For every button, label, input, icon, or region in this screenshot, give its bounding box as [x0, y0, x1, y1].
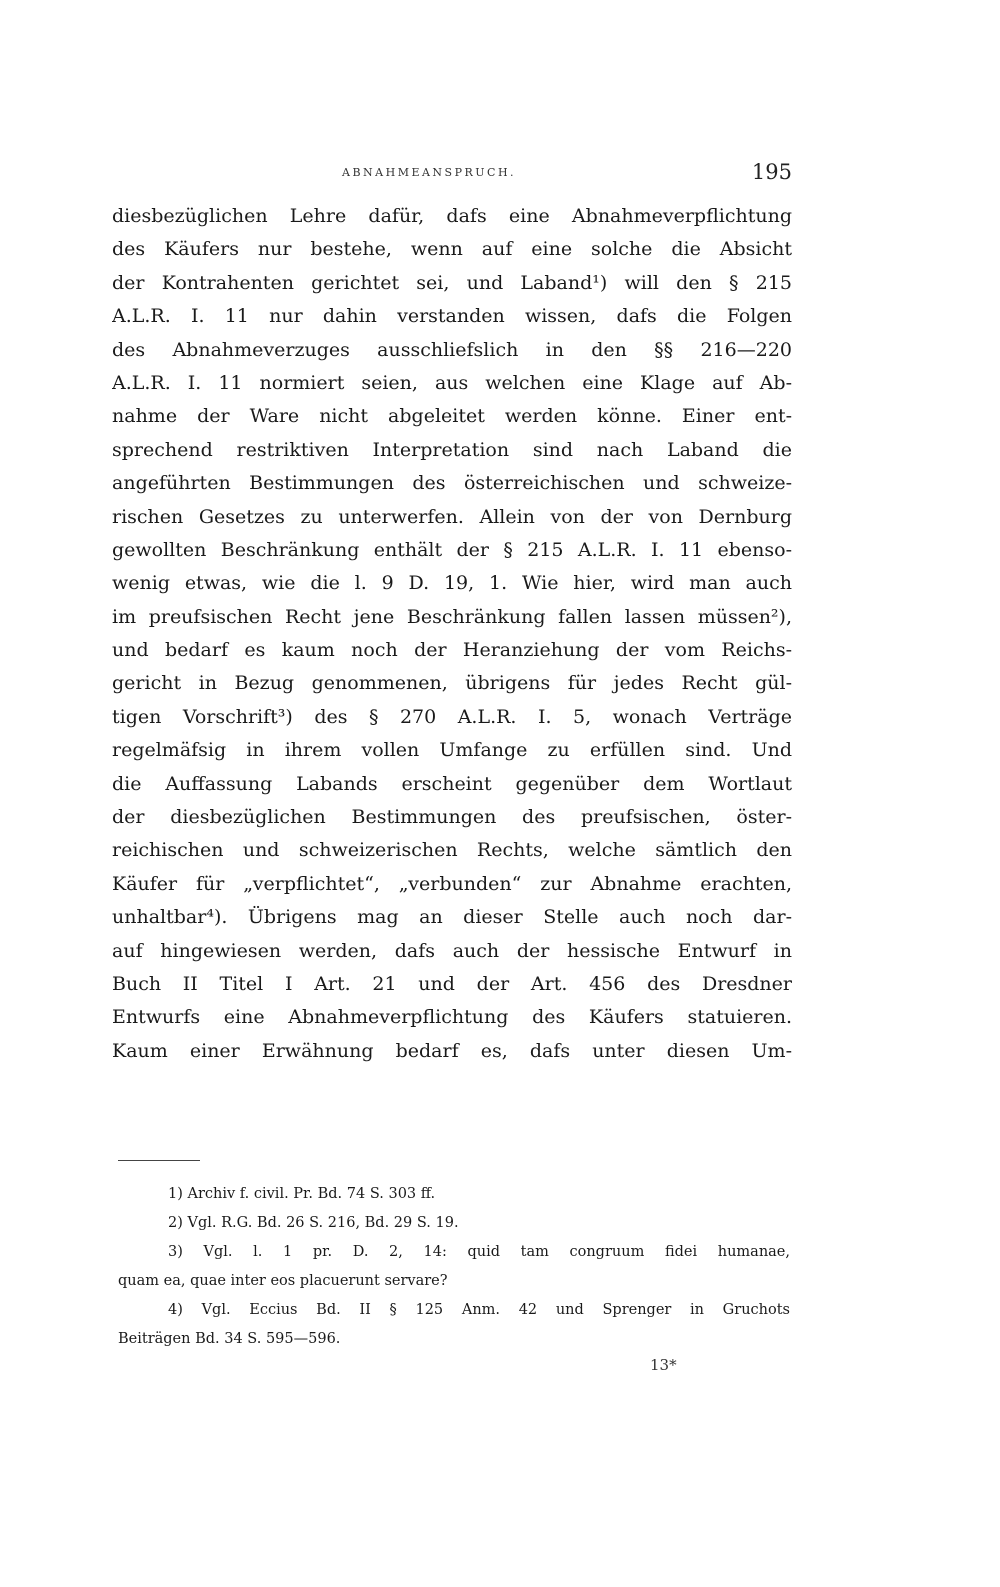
text-line: auf hingewiesen werden, dafs auch der hessische Entwurf in — [112, 939, 792, 962]
footnote-3-continued: quam ea, quae inter eos placuerunt servare? — [118, 1273, 448, 1289]
text-line: nahme der Ware nicht abgeleitet werden könne. Einer ent- — [112, 405, 792, 428]
footnote-3: 3) Vgl. l. 1 pr. D. 2, 14: quid tam congruum fidei humanae, — [168, 1244, 790, 1260]
text-line: reichischen und schweizerischen Rechts, welche sämtlich den — [112, 839, 792, 862]
text-line: gericht in Bezug genommenen, übrigens für jedes Recht gül- — [112, 672, 792, 695]
footnote-rule — [118, 1160, 200, 1161]
text-line: sprechend restriktiven Interpretation sind nach Laband die — [112, 438, 792, 461]
text-line: des Abnahmeverzuges ausschliefslich in den §§ 216—220 — [112, 338, 792, 361]
text-line: tigen Vorschrift³) des § 270 A.L.R. I. 5, wonach Verträge — [112, 705, 792, 728]
text-line: Käufer für „verpflichtet“, „verbunden“ zur Abnahme erachten, — [112, 872, 792, 895]
footnote-1: 1) Archiv f. civil. Pr. Bd. 74 S. 303 ff. — [168, 1186, 436, 1202]
text-line: A.L.R. I. 11 nur dahin verstanden wissen, dafs die Folgen — [112, 305, 792, 328]
footnotes — [118, 1180, 790, 1354]
text-line: rischen Gesetzes zu unterwerfen. Allein von der von Dernburg — [112, 505, 792, 528]
page-number: 195 — [751, 160, 792, 184]
running-header — [112, 160, 792, 190]
text-line: des Käufers nur bestehe, wenn auf eine solche die Absicht — [112, 238, 792, 261]
signature-mark: 13* — [650, 1356, 677, 1374]
text-line: der Kontrahenten gerichtet sei, und Laband¹) will den § 215 — [112, 271, 792, 294]
text-line: regelmäfsig in ihrem vollen Umfange zu erfüllen sind. Und — [112, 739, 792, 762]
footnote-4: 4) Vgl. Eccius Bd. II § 125 Anm. 42 und Sprenger in Gruchots — [168, 1302, 790, 1318]
text-line: unhaltbar⁴). Übrigens mag an dieser Stelle auch noch dar- — [112, 906, 792, 929]
text-line: im preufsischen Recht jene Beschränkung fallen lassen müssen²), — [112, 605, 792, 628]
text-line: gewollten Beschränkung enthält der § 215 A.L.R. I. 11 ebenso- — [112, 538, 792, 561]
text-line: angeführten Bestimmungen des österreichischen und schweize- — [112, 472, 792, 495]
text-line: und bedarf es kaum noch der Heranziehung der vom Reichs- — [112, 639, 792, 662]
text-line: Entwurfs eine Abnahmeverpflichtung des Käufers statuieren. — [112, 1006, 792, 1029]
running-title: ABNAHMEANSPRUCH. — [342, 166, 517, 179]
footnote-2: 2) Vgl. R.G. Bd. 26 S. 216, Bd. 29 S. 19. — [168, 1215, 459, 1231]
text-line: Kaum einer Erwähnung bedarf es, dafs unter diesen Um- — [112, 1039, 792, 1062]
text-line: Buch II Titel I Art. 21 und der Art. 456 des Dresdner — [112, 972, 792, 995]
text-line: wenig etwas, wie die l. 9 D. 19, 1. Wie hier, wird man auch — [112, 572, 792, 595]
text-line: der diesbezüglichen Bestimmungen des preufsischen, öster- — [112, 806, 792, 829]
body-text — [112, 200, 792, 1068]
text-line: A.L.R. I. 11 normiert seien, aus welchen eine Klage auf Ab- — [112, 371, 792, 394]
footnote-4-continued: Beiträgen Bd. 34 S. 595—596. — [118, 1331, 341, 1347]
text-line: die Auffassung Labands erscheint gegenüber dem Wortlaut — [112, 772, 792, 795]
text-line: diesbezüglichen Lehre dafür, dafs eine Abnahmeverpflichtung — [112, 205, 792, 227]
